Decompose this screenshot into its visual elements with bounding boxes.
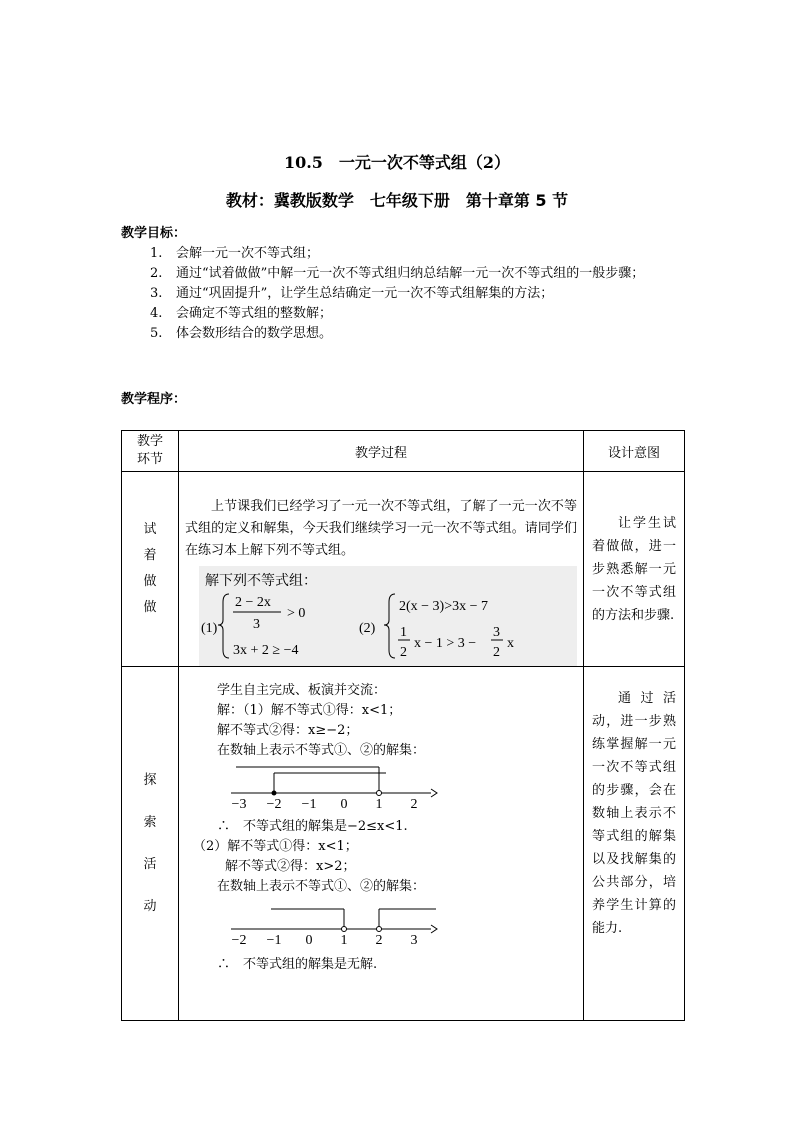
tick-label: 0 — [305, 933, 313, 947]
procedure-table — [121, 430, 685, 1021]
tick-label: 0 — [340, 797, 348, 811]
p2-frac2-denominator: 2 — [493, 645, 500, 660]
tick-label: −1 — [301, 797, 317, 811]
tick-label: −2 — [231, 933, 247, 947]
intent-cell — [584, 667, 685, 1021]
solution-line: （2）解不等式①得：x<1； — [193, 839, 358, 854]
problem-1-label: (1) — [201, 621, 218, 636]
number-line-2 — [231, 901, 451, 947]
problem-2-label: (2) — [359, 621, 376, 636]
exercise-title: 解下列不等式组： — [205, 573, 317, 589]
tick-label: −3 — [231, 797, 247, 811]
tick-label: 3 — [410, 933, 418, 947]
p2-frac1-denominator: 2 — [400, 645, 407, 660]
page-subtitle: 教材：冀教版数学 七年级下册 第十章第 5 节 — [225, 191, 569, 210]
number-line-1 — [231, 765, 451, 811]
solution-line: 解：（1）解不等式①得：x<1； — [217, 703, 402, 718]
process-cell — [179, 667, 584, 1021]
stage-cell — [122, 472, 179, 667]
page-title: 10.5 一元一次不等式组（2） — [283, 153, 511, 172]
p2-bottom-x: x — [507, 636, 514, 651]
p1-frac-numerator: 2 − 2x — [235, 595, 271, 610]
intent-text: 让学生试着做做，进一步熟悉解一元一次不等式组的方法和步骤. — [592, 515, 676, 623]
goal-item: 1. 会解一元一次不等式组； — [150, 246, 320, 261]
p2-frac2-numerator: 3 — [493, 625, 500, 640]
open-dot — [342, 927, 347, 932]
header-process: 教学过程 — [179, 431, 584, 472]
tick-label: 2 — [375, 933, 383, 947]
p1-frac-denominator: 3 — [253, 617, 260, 632]
intro-text: 上节课我们已经学习了一元一次不等式组，了解了一元一次不等式组的定义和解集，今天我们继续学习一元一次不等式组。请同学们在练习本上解下列不等式组。 — [185, 499, 577, 558]
goals-list — [150, 244, 690, 344]
conclusion-2: ∴ 不等式组的解集是无解. — [217, 957, 378, 972]
axis-arrow — [431, 789, 437, 797]
inequality-systems — [199, 590, 529, 660]
p1-top-rhs: > 0 — [287, 606, 306, 621]
open-dot — [377, 927, 382, 932]
conclusion-1: ∴ 不等式组的解集是−2≤x<1. — [217, 819, 408, 834]
p1-bottom: 3x + 2 ≥ −4 — [233, 643, 299, 658]
stage-label: 试着做做 — [143, 522, 157, 615]
tick-label: 1 — [375, 797, 383, 811]
table-row — [122, 472, 685, 667]
stage-label: 探索活动 — [143, 772, 157, 914]
procedure-heading: 教学程序： — [121, 392, 187, 407]
table-header-row — [122, 431, 685, 472]
tick-label: −2 — [266, 797, 282, 811]
p2-top: 2(x − 3)>3x − 7 — [399, 599, 489, 614]
header-intent: 设计意图 — [584, 431, 685, 472]
solution-line: 学生自主完成、板演并交流： — [217, 683, 387, 698]
solution-line: 在数轴上表示不等式①、②的解集： — [217, 743, 426, 758]
goal-item: 5. 体会数形结合的数学思想。 — [150, 326, 333, 341]
tick-label: 2 — [410, 797, 418, 811]
solution — [179, 667, 583, 989]
goals-heading: 教学目标： — [121, 226, 187, 241]
solution-line: 在数轴上表示不等式①、②的解集： — [217, 879, 426, 894]
intent-cell — [584, 472, 685, 667]
goal-item: 2. 通过“试着做做”中解一元一次不等式组归纳总结解一元一次不等式组的一般步骤； — [150, 266, 645, 281]
axis-arrow — [431, 925, 437, 933]
goal-item: 3. 通过“巩固提升”，让学生总结确定一元一次不等式组解集的方法； — [150, 286, 554, 301]
stage-cell — [122, 667, 179, 1021]
goal-item: 4. 会确定不等式组的整数解； — [150, 306, 333, 321]
header-stage: 教学环节 — [122, 431, 179, 472]
tick-label: −1 — [266, 933, 282, 947]
tick-label: 1 — [340, 933, 348, 947]
left-brace — [218, 594, 229, 658]
closed-dot — [272, 791, 277, 796]
left-brace — [384, 594, 395, 658]
table-row — [122, 667, 685, 1021]
p2-bottom: x − 1 > 3 − — [414, 636, 477, 651]
intent-text: 通过活动，进一步熟练掌握解一元一次不等式组的步骤，会在数轴上表示不等式组的解集以及找解集的公共部分，培养学生计算的能力. — [592, 691, 676, 936]
solution-line: 解不等式②得：x≥−2； — [217, 723, 359, 738]
p2-frac1-numerator: 1 — [400, 625, 407, 640]
solution-line: 解不等式②得：x>2； — [225, 859, 356, 874]
open-dot — [377, 791, 382, 796]
exercise-box — [199, 566, 577, 666]
process-cell — [179, 472, 584, 667]
